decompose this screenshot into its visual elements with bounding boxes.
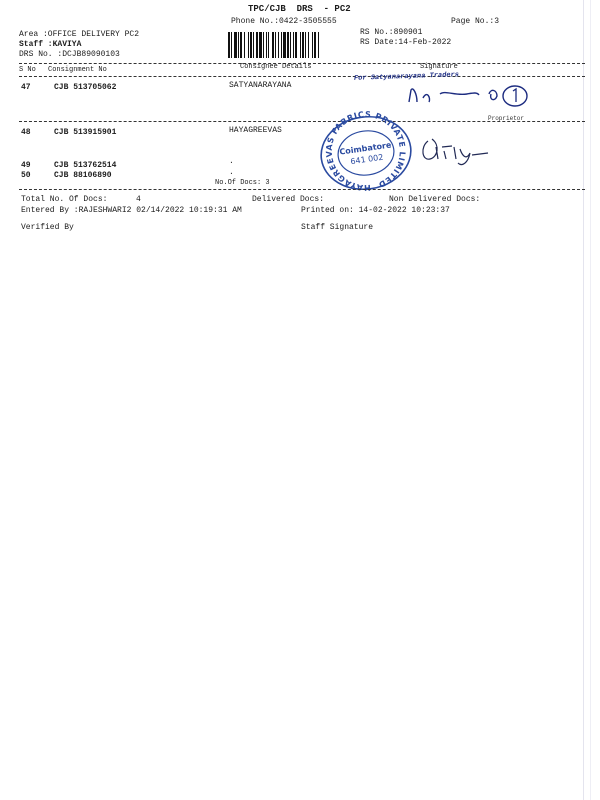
rs-date: RS Date:14-Feb-2022	[360, 38, 452, 47]
divider	[19, 189, 585, 190]
table-row-consignee: .	[229, 168, 234, 177]
staff-label: Staff :KAVIYA	[19, 40, 82, 49]
total-docs-value: 4	[136, 195, 141, 204]
printed-on: Printed on: 14-02-2022 10:23:37	[301, 206, 450, 215]
document-title: TPC/CJB DRS - PC2	[248, 4, 351, 14]
staff-signature-label: Staff Signature	[301, 223, 374, 232]
area-label: Area :OFFICE DELIVERY PC2	[19, 30, 140, 39]
delivered-docs-label: Delivered Docs:	[252, 195, 325, 204]
column-header-consignment: Consignment No	[48, 66, 107, 74]
seal-city: Coimbatore	[338, 140, 392, 157]
company-seal-icon	[316, 109, 416, 195]
table-row-sno: 48	[21, 128, 31, 137]
signature-48-icon	[418, 133, 498, 173]
table-row-consignment: CJB 513915901	[54, 128, 117, 137]
column-header-sno: S No	[19, 66, 36, 74]
seal-pin: 641 002	[349, 152, 384, 167]
table-row-consignment: CJB 88106890	[54, 171, 112, 180]
entered-by: Entered By :RAJESHWARI2 02/14/2022 10:19:31 AM	[21, 206, 242, 215]
scan-edge-line	[583, 0, 584, 800]
seal-ring-text: HAYAGREEVAS FABRICS PRIVATE LIMITED	[324, 109, 407, 193]
drs-number: DRS No. :DCJB89090103	[19, 50, 120, 59]
table-row-consignment: CJB 513705062	[54, 83, 117, 92]
phone-number: Phone No.:0422-3505555	[231, 17, 337, 26]
divider	[19, 76, 585, 77]
table-row-consignee: SATYANARAYANA	[229, 81, 292, 90]
table-row-sno: 47	[21, 83, 31, 92]
no-of-docs: No.Of Docs: 3	[215, 179, 270, 187]
total-docs-label: Total No. Of Docs:	[21, 195, 108, 204]
table-row-sno: 49	[21, 161, 31, 170]
scan-edge-line	[590, 0, 591, 800]
table-row-consignee: .	[229, 157, 234, 166]
traders-stamp: For Satyanarayana Traders	[353, 71, 460, 83]
barcode-icon	[228, 32, 356, 58]
verified-by-label: Verified By	[21, 223, 74, 232]
table-row-consignment: CJB 513762514	[54, 161, 117, 170]
table-row-consignee: HAYAGREEVAS	[229, 126, 282, 135]
signature-47-icon	[405, 80, 535, 120]
proprietor-label: Proprietor	[488, 115, 525, 122]
table-row-sno: 50	[21, 171, 31, 180]
column-header-signature: Signature	[420, 63, 458, 71]
rs-number: RS No.:890901	[360, 28, 423, 37]
divider	[19, 121, 585, 122]
page-number: Page No.:3	[451, 17, 500, 26]
column-header-consignee: Consignee Details	[240, 63, 312, 71]
non-delivered-docs-label: Non Delivered Docs:	[389, 195, 481, 204]
